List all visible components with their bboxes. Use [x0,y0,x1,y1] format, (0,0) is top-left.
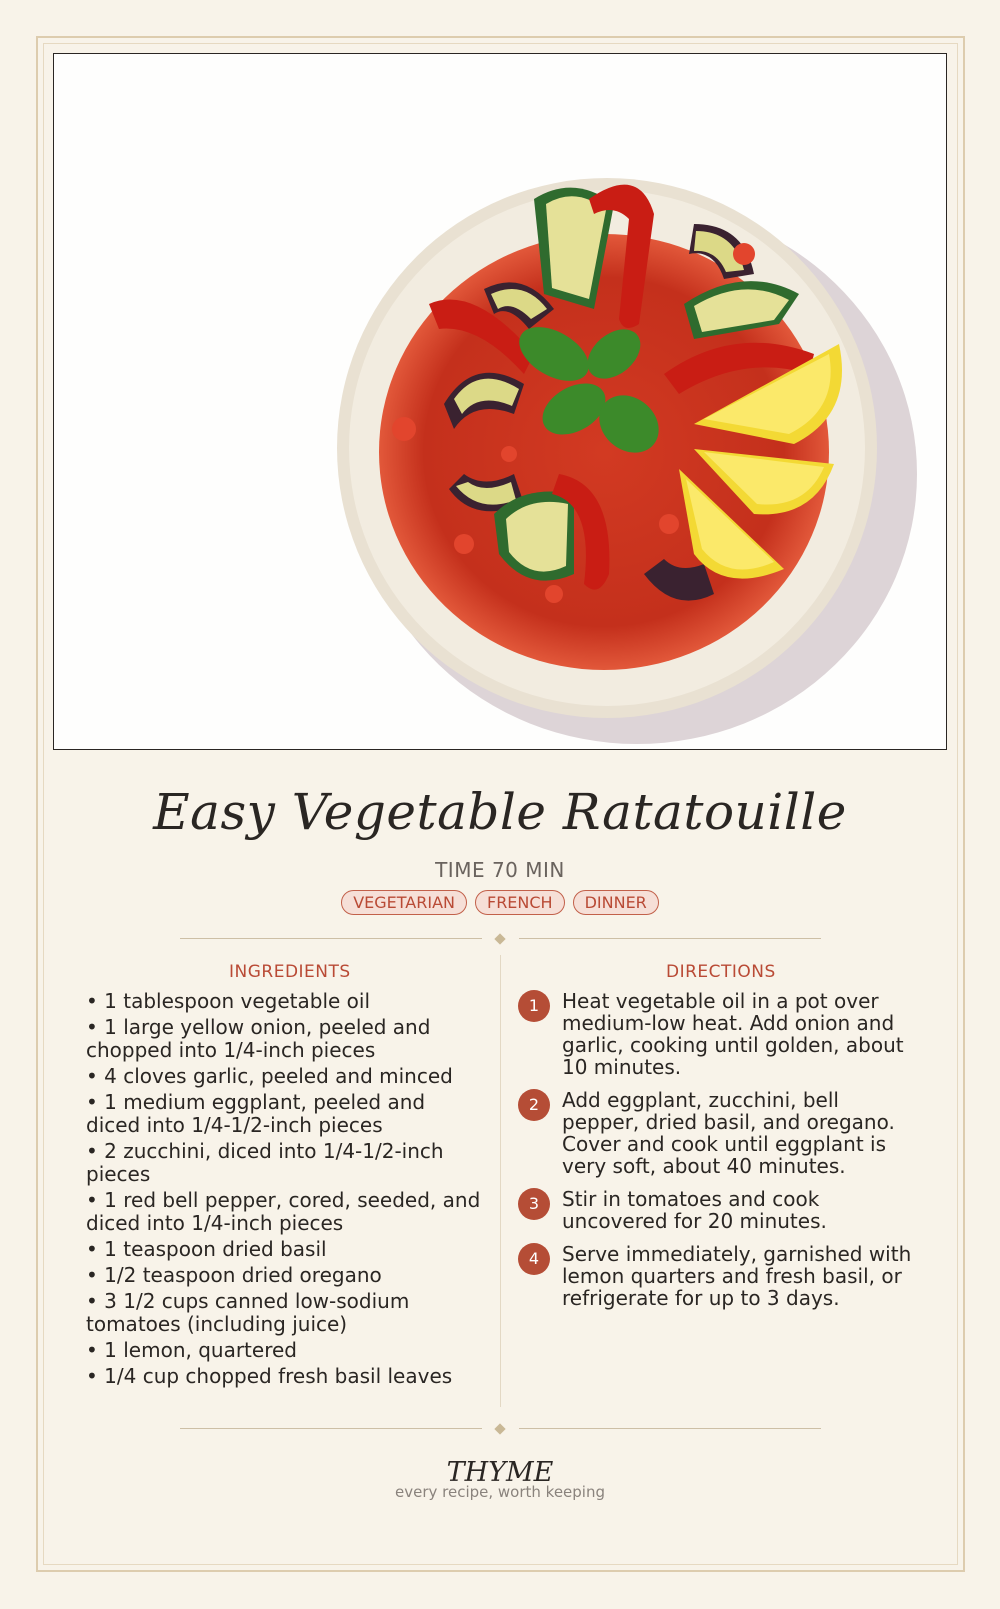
ingredient-item: • 1 tablespoon vegetable oil [86,989,371,1013]
recipe-title: Easy Vegetable Ratatouille [153,783,847,841]
column-separator [500,955,501,1407]
ingredient-item: • 3 1/2 cups canned low-sodium tomatoes (including juice) [86,1289,410,1336]
tag-dinner[interactable]: DINNER [573,890,659,915]
step-number-badge: 4 [518,1243,550,1275]
ingredient-item: • 1/4 cup chopped fresh basil leaves [86,1364,453,1388]
step-text: Stir in tomatoes and cook uncovered for 20 minutes. [562,1187,827,1233]
ingredient-item: • 1 teaspoon dried basil [86,1237,327,1261]
direction-step [518,1089,918,1177]
direction-step [518,1243,918,1309]
tag-list [0,890,1000,915]
section-divider-bottom [180,1423,821,1435]
diamond-icon [494,933,505,944]
step-text: Add eggplant, zucchini, bell pepper, dried basil, and oregano. Cover and cook until eggplant is very soft, about 40 minutes. [562,1088,895,1178]
dish-illustration [53,53,947,750]
tag-french[interactable]: FRENCH [475,890,565,915]
diamond-icon [494,1423,505,1434]
direction-step [518,1188,918,1232]
brand-tagline: every recipe, worth keeping [394,1483,605,1501]
ingredient-item: • 1 large yellow onion, peeled and chopped into 1/4-inch pieces [86,1015,431,1062]
ingredient-list [86,990,481,1391]
ingredient-item: • 2 zucchini, diced into 1/4-1/2-inch pieces [86,1139,444,1186]
directions-heading: DIRECTIONS [666,962,776,982]
tag-vegetarian[interactable]: VEGETARIAN [341,890,467,915]
direction-list [518,990,918,1320]
cook-time: TIME 70 MIN [435,858,565,882]
ingredients-heading: INGREDIENTS [229,962,351,982]
ingredient-item: • 1 lemon, quartered [86,1338,297,1362]
brand-logo: THYME [446,1457,554,1488]
step-text: Serve immediately, garnished with lemon quarters and fresh basil, or refrigerate for up to 3 days. [562,1242,912,1310]
step-text: Heat vegetable oil in a pot over medium-low heat. Add onion and garlic, cooking until golden, about 10 minutes. [562,989,904,1079]
step-number-badge: 2 [518,1089,550,1121]
section-divider-top [180,933,821,945]
step-number-badge: 3 [518,1188,550,1220]
direction-step [518,990,918,1078]
ingredient-item: • 4 cloves garlic, peeled and minced [86,1064,453,1088]
ingredient-item: • 1/2 teaspoon dried oregano [86,1263,382,1287]
step-number-badge: 1 [518,990,550,1022]
ingredient-item: • 1 medium eggplant, peeled and diced into 1/4-1/2-inch pieces [86,1090,426,1137]
ingredient-item: • 1 red bell pepper, cored, seeded, and diced into 1/4-inch pieces [86,1188,481,1235]
